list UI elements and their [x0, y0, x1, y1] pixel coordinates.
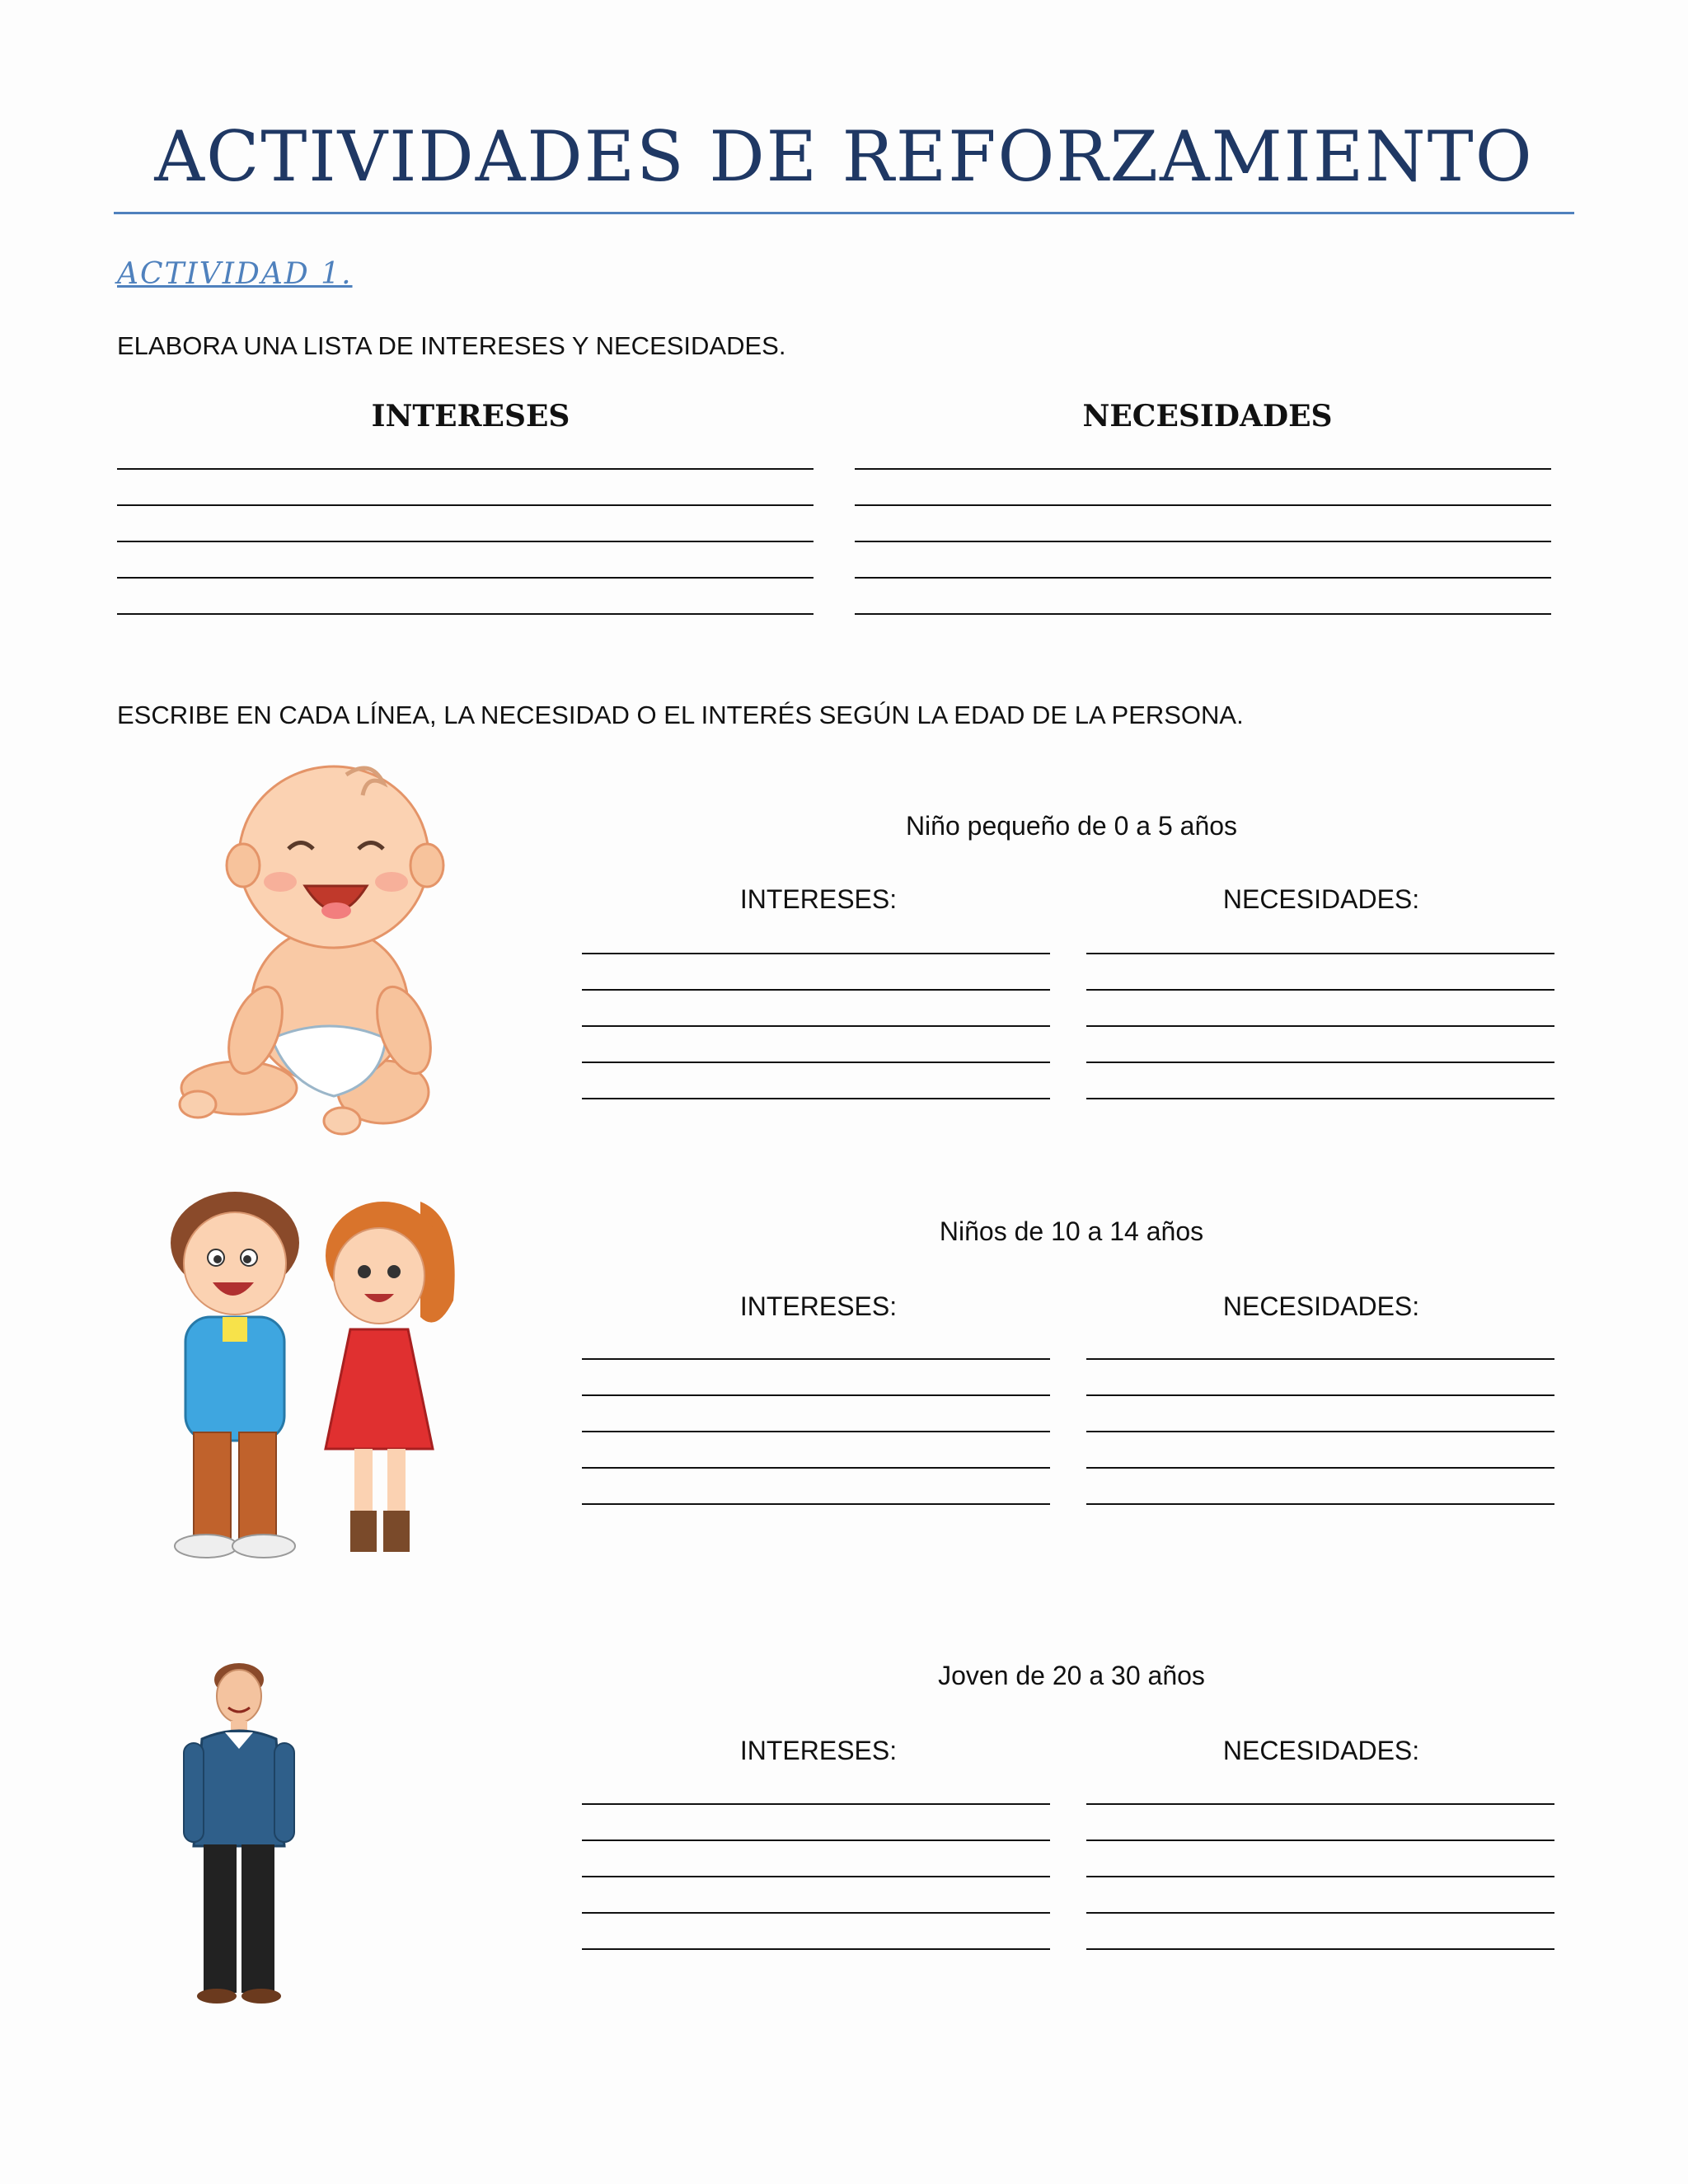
writing-line[interactable]: [1086, 1394, 1554, 1396]
writing-line[interactable]: [1086, 1948, 1554, 1950]
writing-line[interactable]: [117, 468, 814, 470]
group-caption: Niño pequeño de 0 a 5 años: [905, 811, 1238, 841]
group-needs-lines[interactable]: [1086, 953, 1554, 1101]
writing-line[interactable]: [582, 1025, 1050, 1027]
writing-line[interactable]: [582, 1840, 1050, 1841]
writing-line[interactable]: [1086, 1840, 1554, 1841]
group-needs-label: NECESIDADES:: [1222, 1291, 1420, 1321]
group-needs-label: NECESIDADES:: [1222, 884, 1420, 914]
writing-line[interactable]: [582, 953, 1050, 954]
writing-line[interactable]: [582, 1503, 1050, 1505]
group-needs-label: NECESIDADES:: [1222, 1736, 1420, 1765]
writing-line[interactable]: [582, 1431, 1050, 1432]
writing-line[interactable]: [582, 1876, 1050, 1877]
group-interests-label: INTERESES:: [739, 1736, 898, 1765]
writing-line[interactable]: [117, 577, 814, 579]
writing-line[interactable]: [117, 613, 814, 615]
group-needs-lines[interactable]: [1086, 1803, 1554, 1952]
writing-line[interactable]: [582, 1467, 1050, 1469]
group-caption: Niños de 10 a 14 años: [939, 1216, 1204, 1246]
group-interests-lines[interactable]: [582, 953, 1050, 1101]
writing-line[interactable]: [582, 1948, 1050, 1950]
writing-line[interactable]: [1086, 1098, 1554, 1099]
writing-line[interactable]: [117, 541, 814, 542]
writing-line[interactable]: [582, 1098, 1050, 1099]
children-illustration: [148, 1185, 478, 1581]
group-interests-lines[interactable]: [582, 1358, 1050, 1507]
writing-line[interactable]: [855, 577, 1551, 579]
baby-illustration: [165, 758, 495, 1146]
group-interests-label: INTERESES:: [739, 884, 898, 914]
writing-line[interactable]: [1086, 1062, 1554, 1063]
group-interests-label: INTERESES:: [739, 1291, 898, 1321]
writing-line[interactable]: [1086, 1503, 1554, 1505]
writing-line[interactable]: [855, 541, 1551, 542]
writing-line[interactable]: [1086, 1431, 1554, 1432]
interests-column-heading: INTERESES: [371, 399, 570, 434]
writing-line[interactable]: [582, 1062, 1050, 1063]
writing-line[interactable]: [582, 1803, 1050, 1805]
activity-heading: ACTIVIDAD 1.: [117, 257, 353, 291]
instruction-age: ESCRIBE EN CADA LÍNEA, LA NECESIDAD O EL INTERÉS SEGÚN LA EDAD DE LA PERSONA.: [117, 701, 1244, 729]
group-caption: Joven de 20 a 30 años: [938, 1661, 1205, 1690]
writing-line[interactable]: [582, 1394, 1050, 1396]
writing-line[interactable]: [855, 504, 1551, 506]
interests-writing-lines[interactable]: [117, 468, 814, 625]
title-underline: [114, 212, 1574, 214]
writing-line[interactable]: [582, 989, 1050, 991]
writing-line[interactable]: [1086, 1025, 1554, 1027]
writing-line[interactable]: [1086, 1467, 1554, 1469]
writing-line[interactable]: [1086, 1358, 1554, 1360]
writing-line[interactable]: [855, 468, 1551, 470]
writing-line[interactable]: [1086, 1803, 1554, 1805]
writing-line[interactable]: [1086, 1912, 1554, 1914]
young-man-illustration: [169, 1657, 317, 2019]
page-title: ACTIVIDADES DE REFORZAMIENTO: [154, 116, 1534, 197]
group-interests-lines[interactable]: [582, 1803, 1050, 1952]
needs-writing-lines[interactable]: [855, 468, 1551, 625]
needs-column-heading: NECESIDADES: [1082, 399, 1333, 434]
writing-line[interactable]: [117, 504, 814, 506]
writing-line[interactable]: [582, 1358, 1050, 1360]
writing-line[interactable]: [1086, 1876, 1554, 1877]
writing-line[interactable]: [1086, 989, 1554, 991]
instruction-list: ELABORA UNA LISTA DE INTERESES Y NECESIDADES.: [117, 331, 786, 360]
writing-line[interactable]: [1086, 953, 1554, 954]
writing-line[interactable]: [855, 613, 1551, 615]
writing-line[interactable]: [582, 1912, 1050, 1914]
group-needs-lines[interactable]: [1086, 1358, 1554, 1507]
